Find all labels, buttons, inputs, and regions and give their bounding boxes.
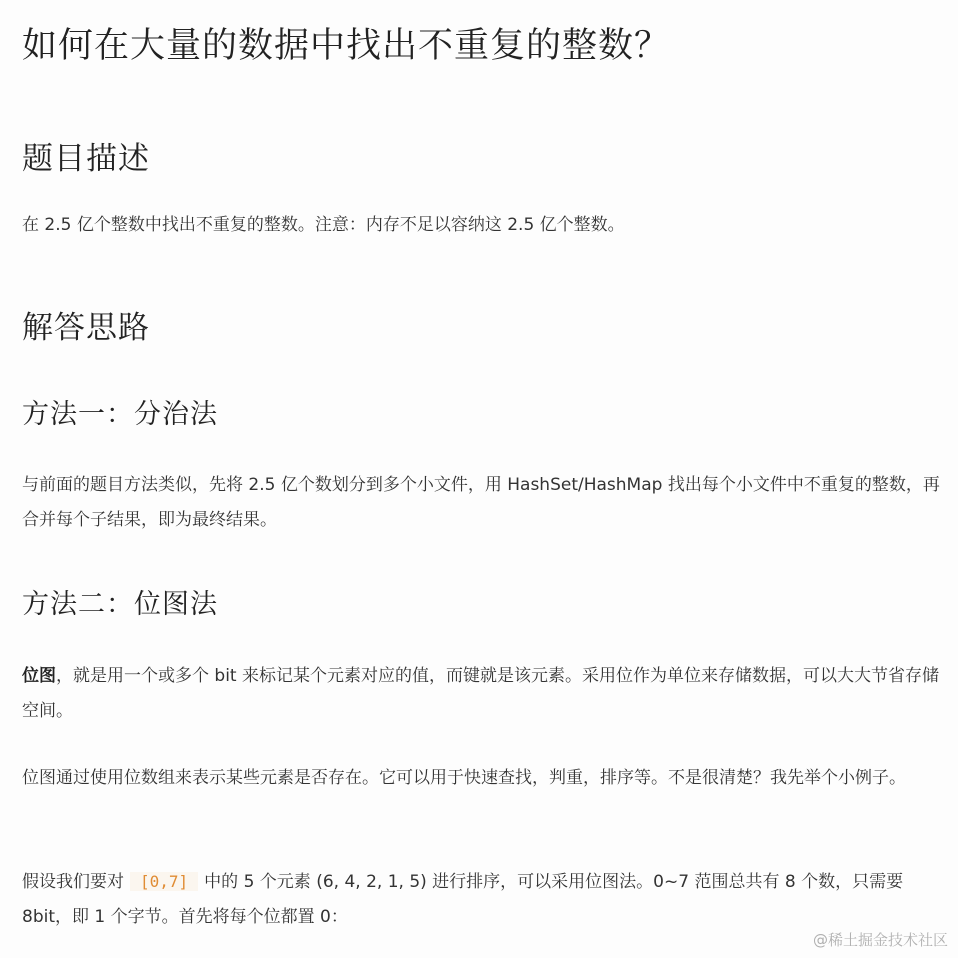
page-title: 如何在大量的数据中找出不重复的整数？ — [22, 26, 671, 66]
heading-problem: 题目描述 — [22, 141, 150, 177]
paragraph-3-after: 中的 5 个元素 (6, 4, 2, 1, 5) 进行排序，可以采用位图法。0~7 范围总共有 8 个数，只需要 8bit，即 1 个字节。首先将每个位都置 0： — [22, 872, 904, 927]
method2-paragraph-3 — [22, 864, 942, 935]
inline-code-range: [0,7] — [130, 872, 198, 891]
heading-solution: 解答思路 — [22, 310, 150, 346]
watermark: @稀土掘金技术社区 — [812, 931, 948, 949]
paragraph-3-before: 假设我们要对 — [22, 872, 124, 892]
method2-paragraph-2: 位图通过使用位数组来表示某些元素是否存在。它可以用于快速查找，判重，排序等。不是很清楚？我先举个小例子。 — [22, 768, 906, 788]
method2-paragraph-1 — [22, 659, 942, 729]
heading-method1: 方法一：分治法 — [22, 399, 218, 430]
bitmap-term: 位图 — [22, 666, 56, 686]
heading-method2: 方法二：位图法 — [22, 589, 218, 620]
problem-text: 在 2.5 亿个整数中找出不重复的整数。注意：内存不足以容纳这 2.5 亿个整数。 — [22, 215, 625, 235]
method1-text: 与前面的题目方法类似，先将 2.5 亿个数划分到多个小文件，用 HashSet/HashMap 找出每个小文件中不重复的整数，再合并每个子结果，即为最终结果。 — [22, 475, 940, 530]
method2-paragraph-1-text: ，就是用一个或多个 bit 来标记某个元素对应的值，而键就是该元素。采用位作为单位来存储数据，可以大大节省存储空间。 — [22, 666, 939, 721]
